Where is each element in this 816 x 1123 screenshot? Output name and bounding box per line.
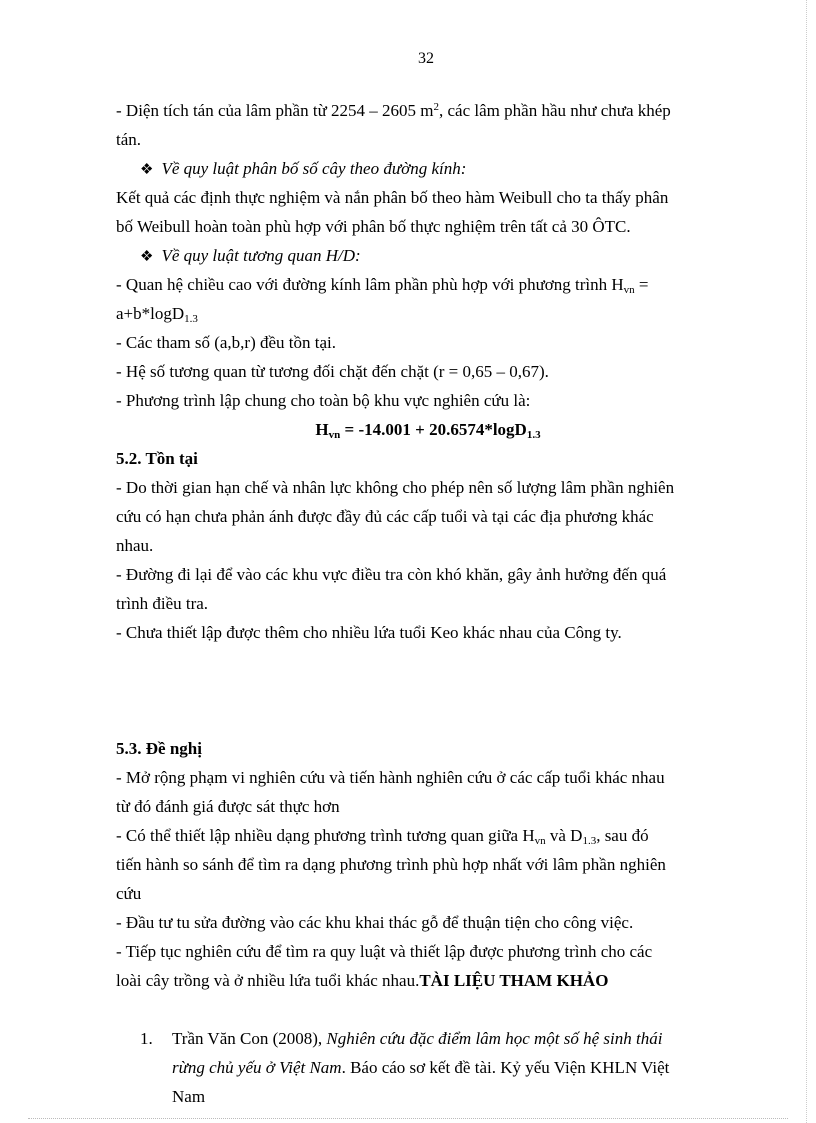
paragraph-line: - Mở rộng phạm vi nghiên cứu và tiến hành nghiên cứu ở các cấp tuổi khác nhau <box>116 768 665 787</box>
paragraph-line <box>116 299 740 328</box>
reference-line <box>172 1024 740 1053</box>
paragraph-line: - Tiếp tục nghiên cứu để tìm ra quy luật và thiết lập được phương trình cho các <box>116 942 653 961</box>
bullet-heading <box>116 241 740 270</box>
paragraph-line: cứu có hạn chưa phản ánh được đầy đủ các cấp tuổi và tại các địa phương khác <box>116 507 654 526</box>
diamond-bullet-icon: ❖ <box>140 162 154 178</box>
superscript: 2 <box>433 101 440 113</box>
bullet-text: Về quy luật phân bố số cây theo đường kính: <box>161 159 467 178</box>
diamond-bullet-icon: ❖ <box>140 249 154 265</box>
reference-line: Nam <box>172 1087 206 1106</box>
blank-line <box>116 995 740 1024</box>
paragraph-line: - Chưa thiết lập được thêm cho nhiều lứa tuổi Keo khác nhau của Công ty. <box>116 623 622 642</box>
paragraph-line <box>116 966 740 995</box>
section-heading: 5.3. Đề nghị <box>116 739 202 758</box>
paragraph-line: tán. <box>116 130 142 149</box>
reference-item <box>116 1024 740 1111</box>
subscript: vn <box>328 429 341 441</box>
reference-text <box>156 1024 740 1111</box>
text: , sau đó <box>596 826 649 845</box>
section-heading: 5.2. Tồn tại <box>116 449 198 468</box>
paragraph-line: Kết quả các định thực nghiệm và nắn phân bố theo hàm Weibull cho ta thấy phân <box>116 188 669 207</box>
paragraph-line: - Đường đi lại để vào các khu vực điều tra còn khó khăn, gây ảnh hưởng đến quá <box>116 565 667 584</box>
page-edge-divider <box>806 0 807 1123</box>
spacer <box>116 647 740 705</box>
text: - Quan hệ chiều cao với đường kính lâm phần phù hợp với phương trình H <box>116 275 624 294</box>
text: , các lâm phần hầu như chưa khép <box>439 101 671 120</box>
paragraph-line: - Các tham số (a,b,r) đều tồn tại. <box>116 333 336 352</box>
subscript: 1.3 <box>582 835 597 847</box>
paragraph-line <box>116 96 740 125</box>
equation <box>116 415 740 444</box>
subscript: 1.3 <box>526 429 541 441</box>
reference-number: 1. <box>140 1029 153 1048</box>
text: Trần Văn Con (2008), <box>172 1029 327 1048</box>
subscript: vn <box>623 284 635 296</box>
paragraph-line: cứu <box>116 884 142 903</box>
references-heading: TÀI LIỆU THAM KHẢO <box>419 971 609 990</box>
text: - Có thể thiết lập nhiều dạng phương trình tương quan giữa H <box>116 826 535 845</box>
paragraph-line: tiến hành so sánh để tìm ra dạng phương trình phù hợp nhất với lâm phần nghiên <box>116 855 666 874</box>
text: . Báo cáo sơ kết đề tài. Kỷ yếu Viện KHLN Việt <box>341 1058 670 1077</box>
paragraph-line <box>116 821 740 850</box>
text: = <box>634 275 649 294</box>
reference-title: Nghiên cứu đặc điểm lâm học một số hệ sinh thái <box>326 1029 663 1048</box>
paragraph-line: - Do thời gian hạn chế và nhân lực không cho phép nên số lượng lâm phần nghiên <box>116 478 675 497</box>
text: H <box>315 420 329 439</box>
paragraph-line: trình điều tra. <box>116 594 209 613</box>
text: loài cây trồng và ở nhiều lứa tuổi khác nhau. <box>116 971 420 990</box>
page-number: 32 <box>418 50 434 67</box>
page-body <box>116 96 740 1111</box>
page-edge-divider <box>28 1118 788 1119</box>
text: a+b*logD <box>116 304 185 323</box>
paragraph-line: từ đó đánh giá được sát thực hơn <box>116 797 340 816</box>
paragraph-line: - Phương trình lập chung cho toàn bộ khu vực nghiên cứu là: <box>116 391 531 410</box>
paragraph-line <box>116 270 740 299</box>
text: = -14.001 + 20.6574*logD <box>340 420 527 439</box>
paragraph-line: - Đầu tư tu sửa đường vào các khu khai thác gỗ để thuận tiện cho công việc. <box>116 913 634 932</box>
reference-title: rừng chủ yếu ở Việt Nam <box>172 1058 342 1077</box>
reference-line <box>172 1053 740 1082</box>
text: và D <box>545 826 583 845</box>
subscript: 1.3 <box>184 313 198 325</box>
text: - Diện tích tán của lâm phần từ 2254 – 2605 m <box>116 101 434 120</box>
bullet-text: Về quy luật tương quan H/D: <box>161 246 361 265</box>
subscript: vn <box>534 835 546 847</box>
bullet-heading <box>116 154 740 183</box>
paragraph-line: - Hệ số tương quan từ tương đối chặt đến chặt (r = 0,65 – 0,67). <box>116 362 549 381</box>
paragraph-line: bố Weibull hoàn toàn phù hợp với phân bố thực nghiệm trên tất cả 30 ÔTC. <box>116 217 631 236</box>
paragraph-line: nhau. <box>116 536 154 555</box>
blank-line <box>116 705 740 734</box>
